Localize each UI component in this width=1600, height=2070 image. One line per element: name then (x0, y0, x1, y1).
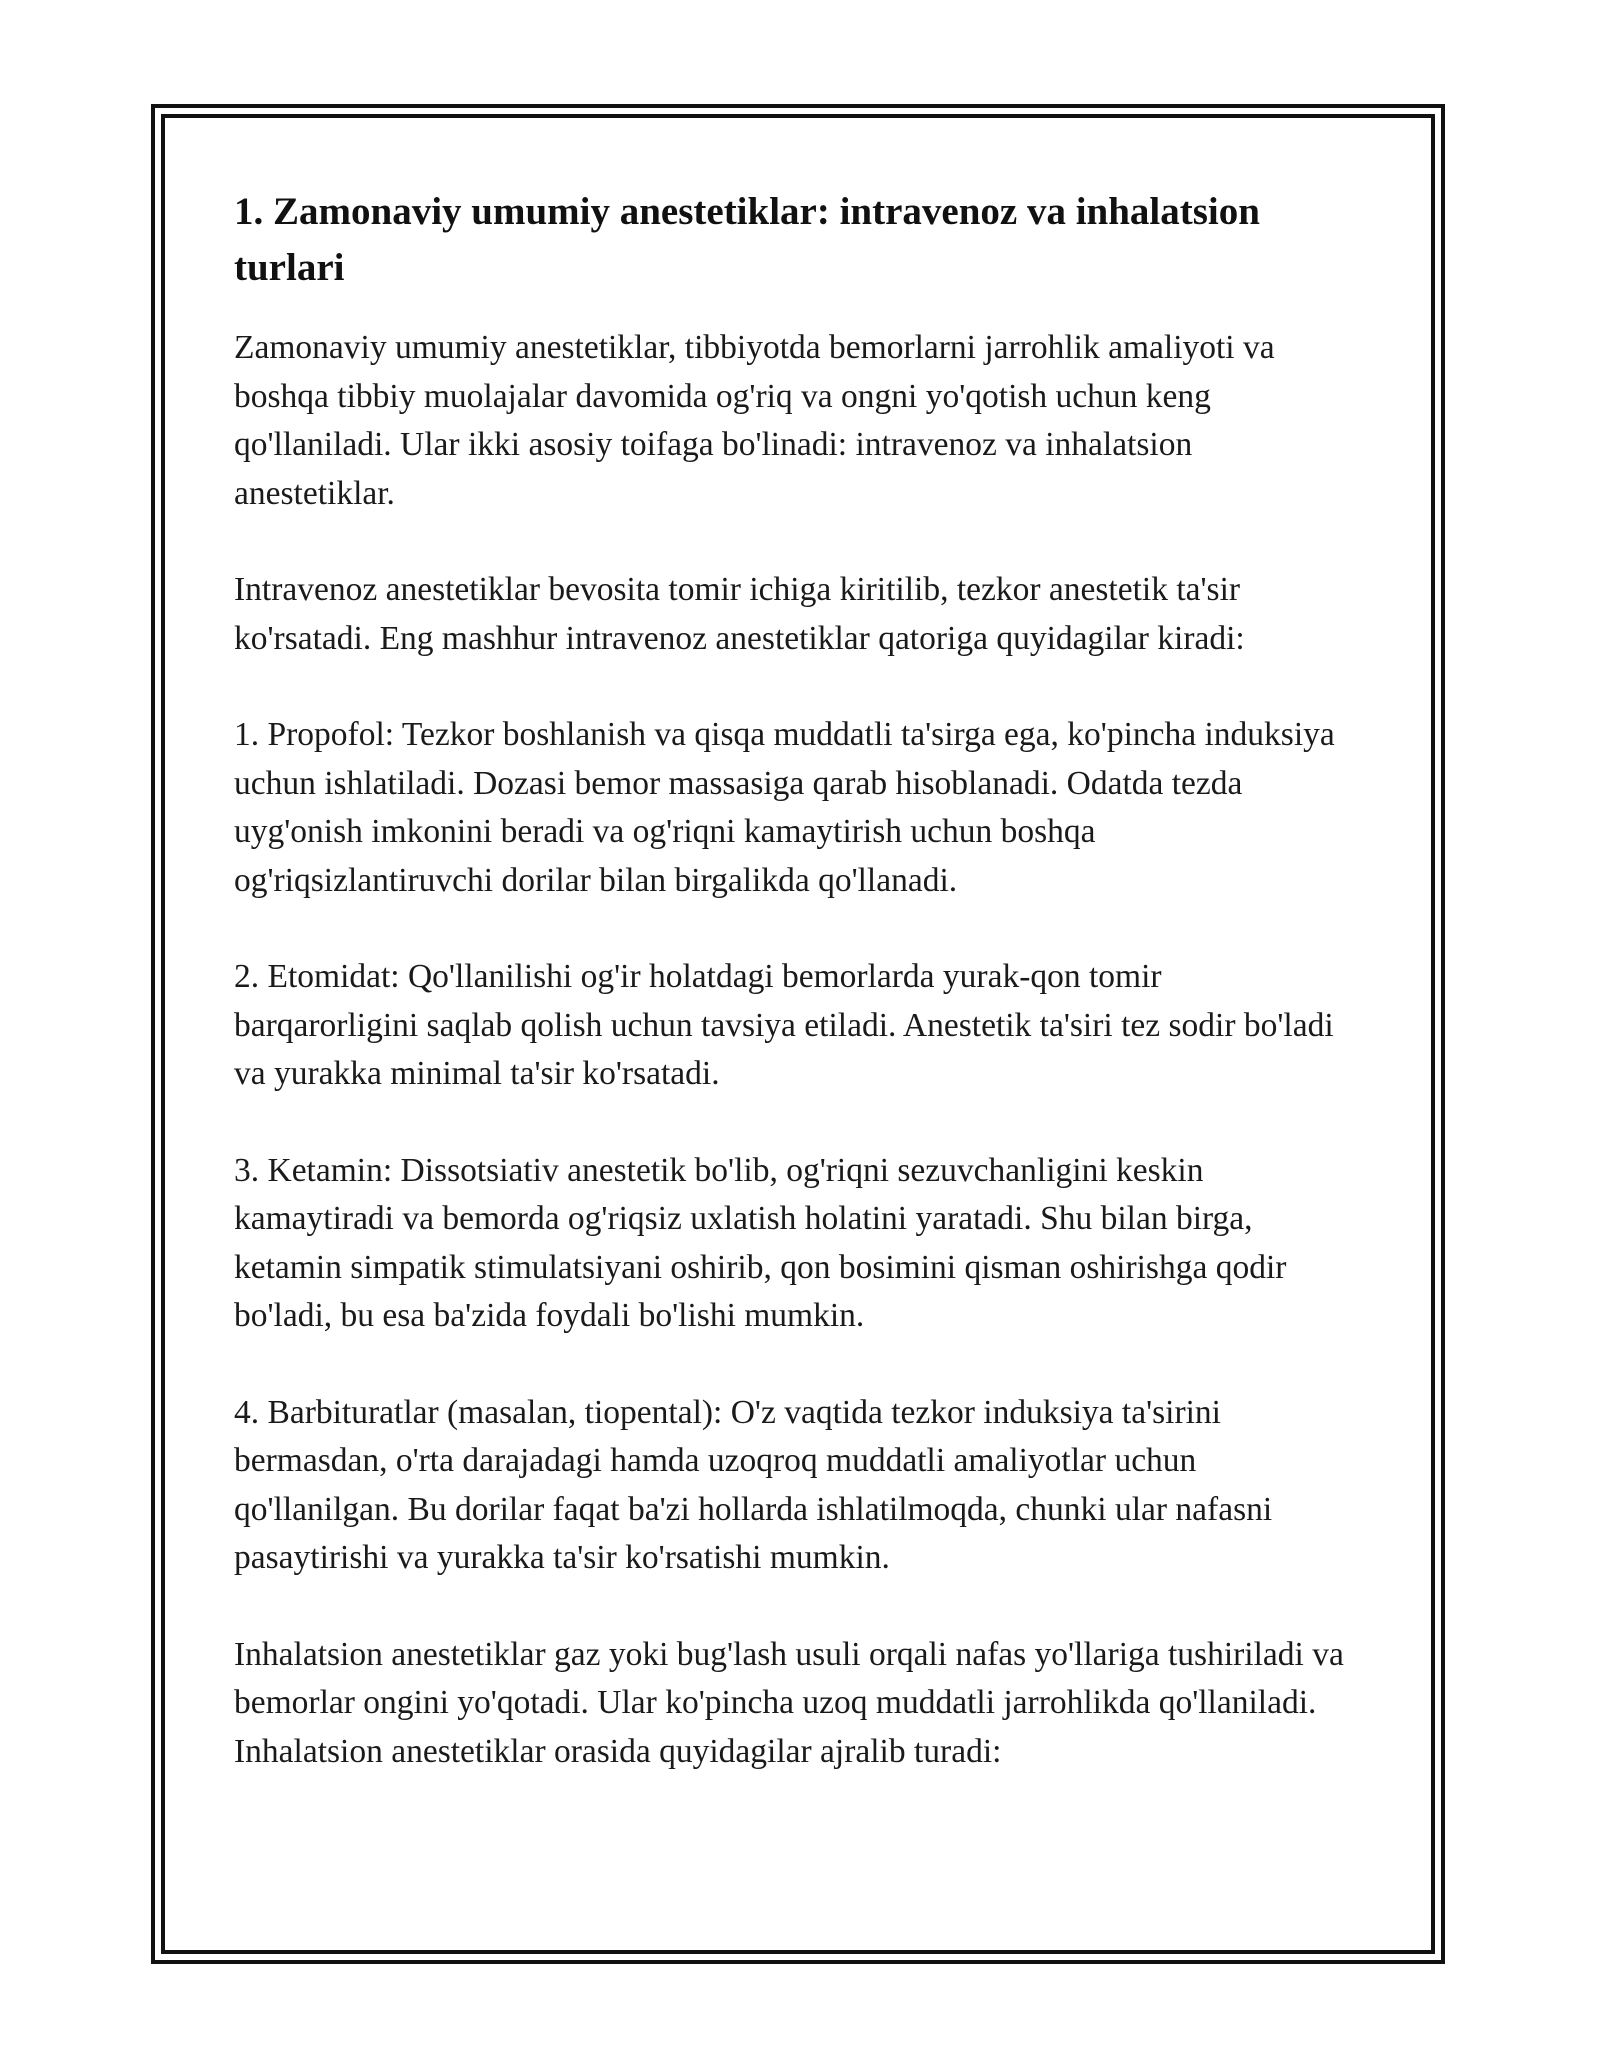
inhalational-paragraph: Inhalatsion anestetiklar gaz yoki bug'lash usuli orqali nafas yo'llariga tushiriladi va bemorlar ongini yo'qotadi. Ular ko'pincha uzoq muddatli jarrohlikda qo'llaniladi. Inhalatsion anestetiklar orasida quyidagilar ajralib turadi: (234, 1635, 1344, 1770)
list-item-etomidate: 2. Etomidat: Qo'llanilishi og'ir holatdagi bemorlarda yurak-qon tomir barqarorligini saqlab qolish uchun tavsiya etiladi. Anestetik ta'siri tez sodir bo'ladi va yurakka minimal ta'sir ko'rsatadi. (234, 958, 1334, 1092)
list-item-barbiturates: 4. Barbituratlar (masalan, tiopental): O'z vaqtida tezkor induksiya ta'sirini bermasdan, o'rta darajadagi hamda uzoqroq muddatli amaliyotlar uchun qo'llanilgan. Bu dorilar faqat ba'zi hollarda ishlatilmoqda, chunki ular nafasni pasaytirishi va yurakka ta'sir ko'rsatishi mumkin. (234, 1393, 1273, 1576)
document-body (234, 184, 1354, 1824)
list-item-ketamine: 3. Ketamin: Dissotsiativ anestetik bo'lib, og'riqni sezuvchanligini keskin kamaytiradi va bemorda og'riqsiz uxlatish holatini yaratadi. Shu bilan birga, ketamin simpatik stimulatsiyani oshirib, qon bosimini qisman oshirishga qodir bo'ladi, bu esa ba'zida foydali bo'lishi mumkin. (234, 1151, 1287, 1334)
list-item-propofol: 1. Propofol: Tezkor boshlanish va qisqa muddatli ta'sirga ega, ko'pincha induksiya uchun ishlatiladi. Dozasi bemor massasiga qarab hisoblanadi. Odatda tezda uyg'onish imkonini beradi va og'riqni kamaytirish uchun boshqa og'riqsizlantiruvchi dorilar bilan birgalikda qo'llanadi. (234, 716, 1335, 899)
intro-paragraph: Zamonaviy umumiy anestetiklar, tibbiyotda bemorlarni jarrohlik amaliyoti va boshqa tibbiy muolajalar davomida og'riq va ongni yo'qotish uchun keng qo'llaniladi. Ular ikki asosiy toifaga bo'linadi: intravenoz va inhalatsion anestetiklar. (234, 329, 1275, 512)
intravenous-paragraph: Intravenoz anestetiklar bevosita tomir ichiga kiritilib, tezkor anestetik ta'sir ko'rsatadi. Eng mashhur intravenoz anestetiklar qatoriga quyidagilar kiradi: (234, 571, 1245, 657)
section-heading: 1. Zamonaviy umumiy anestetiklar: intravenoz va inhalatsion turlari (234, 190, 1260, 289)
